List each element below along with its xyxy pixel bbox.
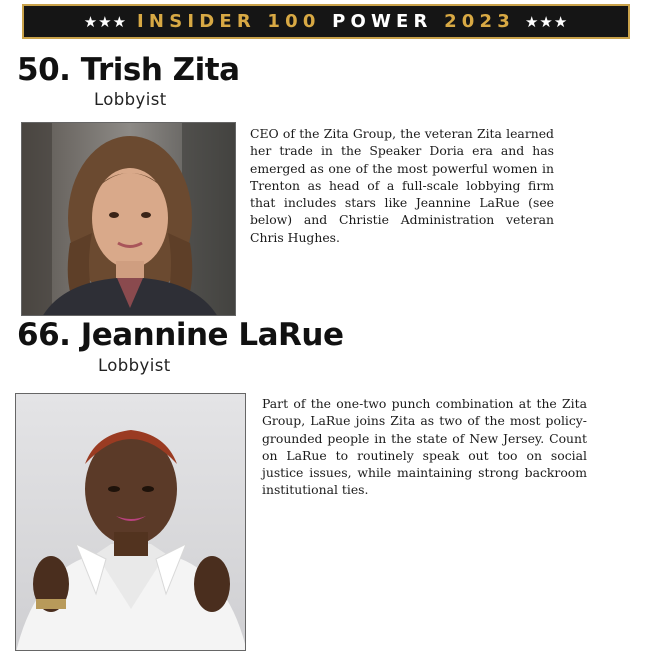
stars-left-icon: ★★★ [83,12,128,31]
entry-2-name: 66. Jeannine LaRue [17,317,344,353]
entry-2-bio: Part of the one-two punch combination at the Zita Group, LaRue joins Zita as two of the most policy-grounded people in the state of New Jersey. Count on LaRue to routinely speak out too on social justice issues, while maintaining strong backroom institutional ties. [262,396,587,498]
banner-word-year: 2023 [444,11,515,32]
entry-2-role: Lobbyist [98,356,171,375]
stars-right-icon: ★★★ [524,12,569,31]
portrait-illustration-1 [22,123,236,316]
banner-word-power: POWER [332,11,433,32]
banner-word-100: 100 [267,11,321,32]
banner-word-insider: INSIDER [137,11,256,32]
banner-title [137,11,515,32]
power-list-banner [22,4,630,39]
entry-1-name: 50. Trish Zita [17,52,240,88]
entry-1-bio: CEO of the Zita Group, the veteran Zita learned her trade in the Speaker Doria era and has emerged as one of the most powerful women in Trenton as head of a full-scale lobbying firm that includes stars like Jeannine LaRue (see below) and Christie Administration veteran Chris Hughes. [250,126,554,245]
portrait-illustration-2 [16,394,246,651]
portrait-photo-jeannine-larue [15,393,246,651]
portrait-photo-trish-zita [21,122,236,316]
entry-1-role: Lobbyist [94,90,167,109]
